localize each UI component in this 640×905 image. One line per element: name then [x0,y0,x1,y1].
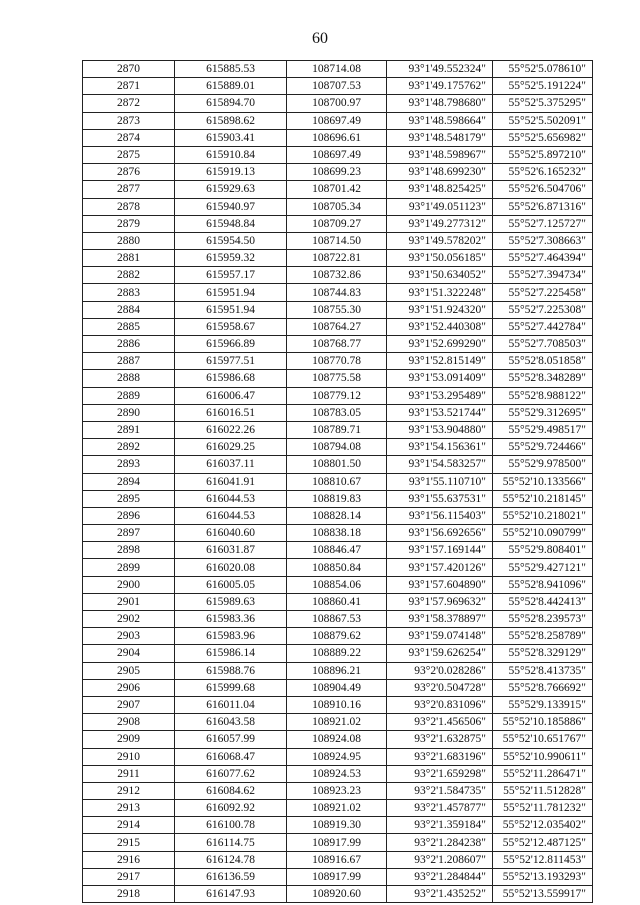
x-coordinate-cell: 615957.17 [175,267,287,284]
table-row [83,198,593,215]
y-coordinate-cell: 108775.58 [287,370,387,387]
longitude-cell: 93°1'49.578202" [387,232,493,249]
longitude-cell: 93°1'53.904880" [387,421,493,438]
y-coordinate-cell: 108700.97 [287,95,387,112]
latitude-cell: 55°52'7.225308" [493,301,593,318]
table-row [83,421,593,438]
longitude-cell: 93°2'1.659298" [387,765,493,782]
table-row [83,336,593,353]
y-coordinate-cell: 108755.30 [287,301,387,318]
y-coordinate-cell: 108696.61 [287,129,387,146]
point-number-cell: 2893 [83,456,175,473]
latitude-cell: 55°52'8.442413" [493,593,593,610]
point-number-cell: 2914 [83,817,175,834]
point-number-cell: 2907 [83,696,175,713]
latitude-cell: 55°52'11.512828" [493,782,593,799]
y-coordinate-cell: 108732.86 [287,267,387,284]
y-coordinate-cell: 108828.14 [287,507,387,524]
longitude-cell: 93°1'54.156361" [387,439,493,456]
point-number-cell: 2912 [83,782,175,799]
table-row [83,714,593,731]
table-row [83,542,593,559]
point-number-cell: 2915 [83,834,175,851]
longitude-cell: 93°2'1.284238" [387,834,493,851]
point-number-cell: 2906 [83,679,175,696]
point-number-cell: 2873 [83,112,175,129]
y-coordinate-cell: 108917.99 [287,834,387,851]
point-number-cell: 2910 [83,748,175,765]
point-number-cell: 2891 [83,421,175,438]
table-row [83,267,593,284]
y-coordinate-cell: 108924.08 [287,731,387,748]
table-row [83,868,593,885]
longitude-cell: 93°2'1.435252" [387,886,493,903]
table-row [83,95,593,112]
table-row [83,439,593,456]
point-number-cell: 2916 [83,851,175,868]
longitude-cell: 93°1'49.277312" [387,215,493,232]
x-coordinate-cell: 616037.11 [175,456,287,473]
longitude-cell: 93°1'59.074148" [387,628,493,645]
longitude-cell: 93°2'0.504728" [387,679,493,696]
table-row [83,593,593,610]
x-coordinate-cell: 615977.51 [175,353,287,370]
table-row [83,370,593,387]
longitude-cell: 93°1'56.115403" [387,507,493,524]
point-number-cell: 2879 [83,215,175,232]
table-row [83,129,593,146]
x-coordinate-cell: 616068.47 [175,748,287,765]
latitude-cell: 55°52'8.413735" [493,662,593,679]
table-row [83,164,593,181]
latitude-cell: 55°52'7.308663" [493,232,593,249]
point-number-cell: 2900 [83,576,175,593]
latitude-cell: 55°52'5.191224" [493,78,593,95]
point-number-cell: 2898 [83,542,175,559]
x-coordinate-cell: 615885.53 [175,61,287,78]
longitude-cell: 93°1'52.440308" [387,318,493,335]
table-row [83,576,593,593]
longitude-cell: 93°1'49.175762" [387,78,493,95]
x-coordinate-cell: 616040.60 [175,525,287,542]
point-number-cell: 2883 [83,284,175,301]
table-row [83,232,593,249]
latitude-cell: 55°52'9.133915" [493,696,593,713]
latitude-cell: 55°52'8.051858" [493,353,593,370]
x-coordinate-cell: 616005.05 [175,576,287,593]
longitude-cell: 93°2'1.284844" [387,868,493,885]
latitude-cell: 55°52'12.487125" [493,834,593,851]
point-number-cell: 2908 [83,714,175,731]
latitude-cell: 55°52'6.165232" [493,164,593,181]
x-coordinate-cell: 616043.58 [175,714,287,731]
table-row [83,696,593,713]
x-coordinate-cell: 616136.59 [175,868,287,885]
longitude-cell: 93°1'57.969632" [387,593,493,610]
y-coordinate-cell: 108697.49 [287,112,387,129]
table-row [83,146,593,163]
latitude-cell: 55°52'5.502091" [493,112,593,129]
latitude-cell: 55°52'8.258789" [493,628,593,645]
latitude-cell: 55°52'9.808401" [493,542,593,559]
point-number-cell: 2901 [83,593,175,610]
y-coordinate-cell: 108722.81 [287,250,387,267]
table-row [83,250,593,267]
y-coordinate-cell: 108779.12 [287,387,387,404]
y-coordinate-cell: 108879.62 [287,628,387,645]
table-row [83,318,593,335]
y-coordinate-cell: 108920.60 [287,886,387,903]
x-coordinate-cell: 616016.51 [175,404,287,421]
x-coordinate-cell: 616084.62 [175,782,287,799]
longitude-cell: 93°1'52.699290" [387,336,493,353]
point-number-cell: 2874 [83,129,175,146]
latitude-cell: 55°52'7.464394" [493,250,593,267]
latitude-cell: 55°52'13.193293" [493,868,593,885]
y-coordinate-cell: 108924.53 [287,765,387,782]
point-number-cell: 2895 [83,490,175,507]
longitude-cell: 93°1'48.825425" [387,181,493,198]
y-coordinate-cell: 108764.27 [287,318,387,335]
longitude-cell: 93°1'50.056185" [387,250,493,267]
latitude-cell: 55°52'5.375295" [493,95,593,112]
x-coordinate-cell: 615966.89 [175,336,287,353]
y-coordinate-cell: 108838.18 [287,525,387,542]
x-coordinate-cell: 615986.68 [175,370,287,387]
longitude-cell: 93°1'48.699230" [387,164,493,181]
x-coordinate-cell: 615903.41 [175,129,287,146]
point-number-cell: 2871 [83,78,175,95]
table-row [83,679,593,696]
point-number-cell: 2881 [83,250,175,267]
x-coordinate-cell: 616124.78 [175,851,287,868]
table-row [83,112,593,129]
longitude-cell: 93°1'59.626254" [387,645,493,662]
table-row [83,817,593,834]
point-number-cell: 2885 [83,318,175,335]
y-coordinate-cell: 108924.95 [287,748,387,765]
y-coordinate-cell: 108850.84 [287,559,387,576]
point-number-cell: 2894 [83,473,175,490]
y-coordinate-cell: 108917.99 [287,868,387,885]
point-number-cell: 2902 [83,611,175,628]
table-row [83,611,593,628]
longitude-cell: 93°2'1.208607" [387,851,493,868]
x-coordinate-cell: 615894.70 [175,95,287,112]
table-row [83,525,593,542]
table-row [83,851,593,868]
point-number-cell: 2913 [83,800,175,817]
latitude-cell: 55°52'9.724466" [493,439,593,456]
latitude-cell: 55°52'11.781232" [493,800,593,817]
x-coordinate-cell: 615999.68 [175,679,287,696]
y-coordinate-cell: 108910.16 [287,696,387,713]
latitude-cell: 55°52'12.035402" [493,817,593,834]
latitude-cell: 55°52'6.871316" [493,198,593,215]
y-coordinate-cell: 108819.83 [287,490,387,507]
table-row [83,748,593,765]
y-coordinate-cell: 108709.27 [287,215,387,232]
x-coordinate-cell: 616020.08 [175,559,287,576]
point-number-cell: 2875 [83,146,175,163]
latitude-cell: 55°52'7.708503" [493,336,593,353]
longitude-cell: 93°1'48.598664" [387,112,493,129]
table-row [83,387,593,404]
longitude-cell: 93°1'49.051123" [387,198,493,215]
x-coordinate-cell: 615954.50 [175,232,287,249]
latitude-cell: 55°52'6.504706" [493,181,593,198]
longitude-cell: 93°1'48.798680" [387,95,493,112]
longitude-cell: 93°2'1.457877" [387,800,493,817]
table-row [83,61,593,78]
point-number-cell: 2918 [83,886,175,903]
x-coordinate-cell: 615959.32 [175,250,287,267]
y-coordinate-cell: 108904.49 [287,679,387,696]
point-number-cell: 2903 [83,628,175,645]
longitude-cell: 93°1'57.604890" [387,576,493,593]
latitude-cell: 55°52'10.990611" [493,748,593,765]
table-row [83,490,593,507]
latitude-cell: 55°52'10.218145" [493,490,593,507]
x-coordinate-cell: 615889.01 [175,78,287,95]
longitude-cell: 93°1'57.420126" [387,559,493,576]
y-coordinate-cell: 108794.08 [287,439,387,456]
x-coordinate-cell: 615919.13 [175,164,287,181]
longitude-cell: 93°2'0.028286" [387,662,493,679]
point-number-cell: 2899 [83,559,175,576]
latitude-cell: 55°52'10.185886" [493,714,593,731]
table-row [83,800,593,817]
y-coordinate-cell: 108867.53 [287,611,387,628]
latitude-cell: 55°52'9.312695" [493,404,593,421]
latitude-cell: 55°52'10.133566" [493,473,593,490]
point-number-cell: 2884 [83,301,175,318]
latitude-cell: 55°52'5.078610" [493,61,593,78]
x-coordinate-cell: 616011.04 [175,696,287,713]
latitude-cell: 55°52'9.978500" [493,456,593,473]
table-row [83,473,593,490]
latitude-cell: 55°52'5.656982" [493,129,593,146]
latitude-cell: 55°52'8.329129" [493,645,593,662]
x-coordinate-cell: 616041.91 [175,473,287,490]
longitude-cell: 93°1'50.634052" [387,267,493,284]
latitude-cell: 55°52'7.225458" [493,284,593,301]
x-coordinate-cell: 616029.25 [175,439,287,456]
point-number-cell: 2897 [83,525,175,542]
point-number-cell: 2904 [83,645,175,662]
y-coordinate-cell: 108889.22 [287,645,387,662]
x-coordinate-cell: 615983.36 [175,611,287,628]
point-number-cell: 2878 [83,198,175,215]
y-coordinate-cell: 108707.53 [287,78,387,95]
latitude-cell: 55°52'8.988122" [493,387,593,404]
table-row [83,181,593,198]
y-coordinate-cell: 108701.42 [287,181,387,198]
point-number-cell: 2880 [83,232,175,249]
x-coordinate-cell: 616044.53 [175,507,287,524]
latitude-cell: 55°52'11.286471" [493,765,593,782]
y-coordinate-cell: 108846.47 [287,542,387,559]
x-coordinate-cell: 616114.75 [175,834,287,851]
table-row [83,559,593,576]
latitude-cell: 55°52'7.125727" [493,215,593,232]
x-coordinate-cell: 615929.63 [175,181,287,198]
y-coordinate-cell: 108854.06 [287,576,387,593]
point-number-cell: 2917 [83,868,175,885]
x-coordinate-cell: 616031.87 [175,542,287,559]
longitude-cell: 93°1'57.169144" [387,542,493,559]
longitude-cell: 93°1'55.110710" [387,473,493,490]
y-coordinate-cell: 108768.77 [287,336,387,353]
latitude-cell: 55°52'10.218021" [493,507,593,524]
latitude-cell: 55°52'8.766692" [493,679,593,696]
x-coordinate-cell: 615951.94 [175,301,287,318]
longitude-cell: 93°1'53.521744" [387,404,493,421]
x-coordinate-cell: 616147.93 [175,886,287,903]
point-number-cell: 2890 [83,404,175,421]
x-coordinate-cell: 615940.97 [175,198,287,215]
point-number-cell: 2882 [83,267,175,284]
latitude-cell: 55°52'10.090799" [493,525,593,542]
x-coordinate-cell: 616077.62 [175,765,287,782]
y-coordinate-cell: 108923.23 [287,782,387,799]
table-row [83,456,593,473]
latitude-cell: 55°52'8.239573" [493,611,593,628]
x-coordinate-cell: 615951.94 [175,284,287,301]
latitude-cell: 55°52'12.811453" [493,851,593,868]
table-row [83,765,593,782]
point-number-cell: 2877 [83,181,175,198]
point-number-cell: 2889 [83,387,175,404]
y-coordinate-cell: 108699.23 [287,164,387,181]
y-coordinate-cell: 108783.05 [287,404,387,421]
point-number-cell: 2888 [83,370,175,387]
x-coordinate-cell: 615989.63 [175,593,287,610]
table-row [83,78,593,95]
y-coordinate-cell: 108921.02 [287,714,387,731]
longitude-cell: 93°1'48.548179" [387,129,493,146]
y-coordinate-cell: 108714.08 [287,61,387,78]
y-coordinate-cell: 108714.50 [287,232,387,249]
x-coordinate-cell: 616022.26 [175,421,287,438]
table-row [83,782,593,799]
x-coordinate-cell: 615910.84 [175,146,287,163]
longitude-cell: 93°1'54.583257" [387,456,493,473]
x-coordinate-cell: 616057.99 [175,731,287,748]
y-coordinate-cell: 108860.41 [287,593,387,610]
table-row [83,628,593,645]
latitude-cell: 55°52'10.651767" [493,731,593,748]
x-coordinate-cell: 615983.96 [175,628,287,645]
latitude-cell: 55°52'8.348289" [493,370,593,387]
table-row [83,301,593,318]
longitude-cell: 93°1'53.091409" [387,370,493,387]
latitude-cell: 55°52'13.559917" [493,886,593,903]
y-coordinate-cell: 108810.67 [287,473,387,490]
coordinates-table-body [83,61,593,903]
point-number-cell: 2876 [83,164,175,181]
point-number-cell: 2896 [83,507,175,524]
x-coordinate-cell: 615898.62 [175,112,287,129]
point-number-cell: 2887 [83,353,175,370]
x-coordinate-cell: 615988.76 [175,662,287,679]
point-number-cell: 2892 [83,439,175,456]
page-number: 60 [312,30,328,47]
latitude-cell: 55°52'7.442784" [493,318,593,335]
latitude-cell: 55°52'7.394734" [493,267,593,284]
table-row [83,731,593,748]
longitude-cell: 93°2'1.456506" [387,714,493,731]
y-coordinate-cell: 108801.50 [287,456,387,473]
table-row [83,886,593,903]
longitude-cell: 93°2'0.831096" [387,696,493,713]
y-coordinate-cell: 108919.30 [287,817,387,834]
y-coordinate-cell: 108921.02 [287,800,387,817]
longitude-cell: 93°2'1.359184" [387,817,493,834]
longitude-cell: 93°1'51.924320" [387,301,493,318]
longitude-cell: 93°1'51.322248" [387,284,493,301]
y-coordinate-cell: 108770.78 [287,353,387,370]
point-number-cell: 2872 [83,95,175,112]
x-coordinate-cell: 616100.78 [175,817,287,834]
longitude-cell: 93°2'1.632875" [387,731,493,748]
table-row [83,353,593,370]
longitude-cell: 93°1'52.815149" [387,353,493,370]
y-coordinate-cell: 108697.49 [287,146,387,163]
table-row [83,404,593,421]
y-coordinate-cell: 108789.71 [287,421,387,438]
x-coordinate-cell: 616006.47 [175,387,287,404]
x-coordinate-cell: 616044.53 [175,490,287,507]
longitude-cell: 93°1'49.552324" [387,61,493,78]
x-coordinate-cell: 615958.67 [175,318,287,335]
y-coordinate-cell: 108744.83 [287,284,387,301]
longitude-cell: 93°1'53.295489" [387,387,493,404]
y-coordinate-cell: 108916.67 [287,851,387,868]
point-number-cell: 2905 [83,662,175,679]
latitude-cell: 55°52'8.941096" [493,576,593,593]
table-row [83,215,593,232]
longitude-cell: 93°1'48.598967" [387,146,493,163]
longitude-cell: 93°2'1.584735" [387,782,493,799]
longitude-cell: 93°1'55.637531" [387,490,493,507]
x-coordinate-cell: 615986.14 [175,645,287,662]
point-number-cell: 2886 [83,336,175,353]
point-number-cell: 2911 [83,765,175,782]
latitude-cell: 55°52'9.427121" [493,559,593,576]
point-number-cell: 2870 [83,61,175,78]
table-row [83,662,593,679]
longitude-cell: 93°2'1.683196" [387,748,493,765]
longitude-cell: 93°1'58.378897" [387,611,493,628]
y-coordinate-cell: 108705.34 [287,198,387,215]
longitude-cell: 93°1'56.692656" [387,525,493,542]
latitude-cell: 55°52'9.498517" [493,421,593,438]
table-row [83,834,593,851]
x-coordinate-cell: 616092.92 [175,800,287,817]
coordinates-table [82,60,593,903]
y-coordinate-cell: 108896.21 [287,662,387,679]
point-number-cell: 2909 [83,731,175,748]
latitude-cell: 55°52'5.897210" [493,146,593,163]
table-row [83,284,593,301]
table-row [83,645,593,662]
table-row [83,507,593,524]
x-coordinate-cell: 615948.84 [175,215,287,232]
